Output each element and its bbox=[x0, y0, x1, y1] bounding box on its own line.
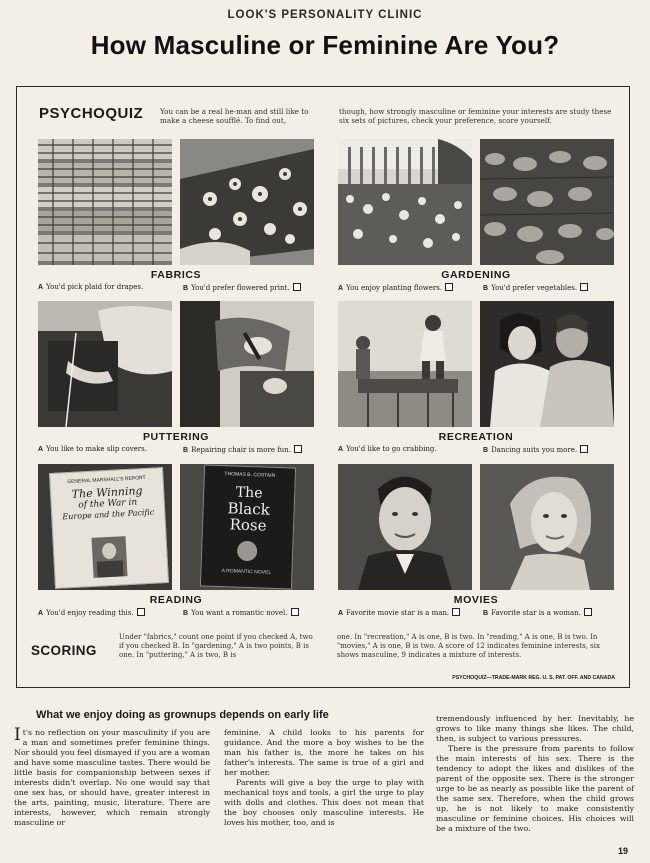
portrait-image bbox=[91, 536, 127, 578]
option-text: Dancing suits you more. bbox=[491, 446, 578, 454]
recreation-option-a[interactable] bbox=[338, 445, 437, 453]
checkbox[interactable] bbox=[584, 608, 592, 616]
female-star-photo bbox=[480, 464, 614, 590]
checkbox[interactable] bbox=[580, 283, 588, 291]
option-text: You'd like to go crabbing. bbox=[346, 445, 437, 453]
psychoquiz-title: PSYCHOQUIZ bbox=[39, 105, 144, 122]
reading-option-b[interactable] bbox=[183, 608, 299, 617]
option-a-letter: A bbox=[338, 610, 344, 617]
section-kicker: LOOK'S PERSONALITY CLINIC bbox=[227, 9, 423, 21]
option-text: You like to make slip covers. bbox=[46, 445, 147, 453]
puttering-option-a[interactable] bbox=[38, 445, 147, 453]
book-title-line: The Winning bbox=[71, 484, 143, 501]
movies-option-b[interactable] bbox=[483, 608, 592, 617]
category-puttering: PUTTERING bbox=[142, 431, 210, 443]
book-title-line: Rose bbox=[229, 515, 267, 535]
category-movies: MOVIES bbox=[453, 594, 499, 606]
checkbox[interactable] bbox=[294, 445, 302, 453]
drop-cap: I bbox=[14, 725, 21, 745]
article-headline: What we enjoy doing as grownups depends on early life bbox=[36, 709, 329, 721]
book-title-line: The bbox=[235, 484, 263, 502]
article-paragraph: Parents will give a boy the urge to play with mechanical toys and tools, a girl the urge to play with dolls and clothes. This does not mean that the boy chooses only masculine interests. He loves his mother, too, and is bbox=[224, 778, 424, 827]
option-text: You want a romantic novel. bbox=[191, 609, 288, 617]
book-cover bbox=[49, 467, 169, 589]
category-gardening: GARDENING bbox=[441, 269, 511, 281]
chair-repair-photo bbox=[180, 301, 314, 427]
article-column-3 bbox=[436, 714, 634, 834]
page-title: How Masculine or Feminine Are You? bbox=[90, 30, 560, 60]
book-report-line: GENERAL MARSHALL'S REPORT bbox=[67, 475, 146, 486]
scoring-text-right: one. In "recreation," A is one, B is two. In "reading," A is one, B is two. In "movies," A is one, B is two. A score of 12 indicates feminine interests, six shows masculine, 9 indicates a mixture of interests. bbox=[337, 633, 600, 659]
option-text: Favorite movie star is a man. bbox=[346, 609, 450, 617]
slip-cover-photo bbox=[38, 301, 172, 427]
book-subtitle: A ROMANTIC NOVEL bbox=[221, 568, 272, 576]
checkbox[interactable] bbox=[445, 283, 453, 291]
option-text: You'd enjoy reading this. bbox=[46, 609, 134, 617]
article-column-1 bbox=[14, 725, 210, 828]
option-text: You'd pick plaid for drapes. bbox=[46, 283, 144, 291]
category-reading: READING bbox=[149, 594, 203, 606]
male-star-photo bbox=[338, 464, 472, 590]
article-paragraph: t's no reflection on your masculinity if you are a man and sometimes prefer feminine things. Nor should you feel dismayed if you are a woman and have some masculine tastes. There would be little basis for companionship between sexes if interests didn't overlap. No one would say that one sex has, or should have, greater interest in the arts, painting, music, literature. There are interests, however, which remain strongly masculine or bbox=[14, 728, 210, 827]
checkbox[interactable] bbox=[137, 608, 145, 616]
scoring-title: SCORING bbox=[31, 643, 97, 658]
war-report-book-photo bbox=[38, 464, 172, 590]
option-text: Favorite star is a woman. bbox=[491, 609, 581, 617]
checkbox[interactable] bbox=[291, 608, 299, 616]
book-cover bbox=[200, 464, 296, 589]
book-title-line: of the War in bbox=[78, 497, 138, 511]
book-title-line: Europe and the Pacific bbox=[62, 507, 155, 522]
movies-option-a[interactable] bbox=[338, 608, 460, 617]
option-b-letter: B bbox=[483, 285, 489, 292]
article-column-2 bbox=[224, 728, 424, 828]
reading-option-a[interactable] bbox=[38, 608, 145, 617]
category-recreation: RECREATION bbox=[438, 431, 514, 443]
flowered-fabric-photo bbox=[180, 139, 314, 265]
checkbox[interactable] bbox=[452, 608, 460, 616]
article-paragraph: tremendously influenced by her. Inevitably, he grows to like many things she likes. The child, then, is subject to various pressures. bbox=[436, 714, 634, 743]
fabrics-option-a[interactable] bbox=[38, 283, 143, 291]
checkbox[interactable] bbox=[293, 283, 301, 291]
option-b-letter: B bbox=[483, 610, 489, 617]
trademark-note: PSYCHOQUIZ—TRADE-MARK REG. U. S. PAT. OFF. AND CANADA bbox=[452, 675, 615, 681]
intro-text-left: You can be a real he-man and still like to make a cheese soufflé. To find out, bbox=[160, 107, 309, 125]
category-fabrics: FABRICS bbox=[150, 269, 202, 281]
option-b-letter: B bbox=[183, 285, 189, 292]
article-paragraph: There is the pressure from parents to follow the main interests of his sex. There is the tendency to adopt the likes and dislikes of the parent of the opposite sex. There is the stronger urge to be as nearly as possible like the parent of the same sex. Therefore, when the child grows up, he is not likely to make consistently masculine or feminine choices. His choices will be a mixture of the two. bbox=[436, 744, 634, 833]
option-a-letter: A bbox=[338, 285, 344, 292]
page-number: 19 bbox=[617, 846, 628, 856]
option-a-letter: A bbox=[338, 446, 344, 453]
rose-icon bbox=[237, 541, 258, 562]
option-a-letter: A bbox=[38, 446, 44, 453]
gardening-option-a[interactable] bbox=[338, 283, 453, 292]
article-paragraph: feminine. A child looks to his parents for guidance. And the more a boy wishes to be the man his father is, the more he takes on his father's interests. The same is true of a girl and her mother. bbox=[224, 728, 424, 777]
option-text: You'd prefer vegetables. bbox=[491, 284, 578, 292]
recreation-option-b[interactable] bbox=[483, 445, 588, 454]
option-text: Repairing chair is more fun. bbox=[191, 446, 292, 454]
intro-text-right: though, how strongly masculine or feminine your interests are study these six sets of pictures, check your preference, score yourself. bbox=[339, 107, 612, 125]
book-author: THOMAS B. COSTAIN bbox=[224, 471, 276, 479]
option-text: You'd prefer flowered print. bbox=[191, 284, 290, 292]
option-text: You enjoy planting flowers. bbox=[346, 284, 443, 292]
puttering-option-b[interactable] bbox=[183, 445, 302, 454]
psychoquiz-box bbox=[16, 86, 630, 688]
option-a-letter: A bbox=[38, 610, 44, 617]
book-title-line: Black bbox=[227, 499, 271, 519]
dancing-photo bbox=[480, 301, 614, 427]
option-b-letter: B bbox=[483, 447, 489, 454]
flower-garden-photo bbox=[338, 139, 472, 265]
plaid-fabric-photo bbox=[38, 139, 172, 265]
vegetable-garden-photo bbox=[480, 139, 614, 265]
black-rose-book-photo bbox=[180, 464, 314, 590]
crabbing-photo bbox=[338, 301, 472, 427]
scoring-text-left: Under "fabrics," count one point if you checked A, two if you checked B. In "gardening," A is two points, B is one. In "puttering," A is two, B is bbox=[119, 633, 313, 659]
option-b-letter: B bbox=[183, 447, 189, 454]
gardening-option-b[interactable] bbox=[483, 283, 588, 292]
checkbox[interactable] bbox=[580, 445, 588, 453]
option-b-letter: B bbox=[183, 610, 189, 617]
fabrics-option-b[interactable] bbox=[183, 283, 301, 292]
option-a-letter: A bbox=[38, 284, 44, 291]
